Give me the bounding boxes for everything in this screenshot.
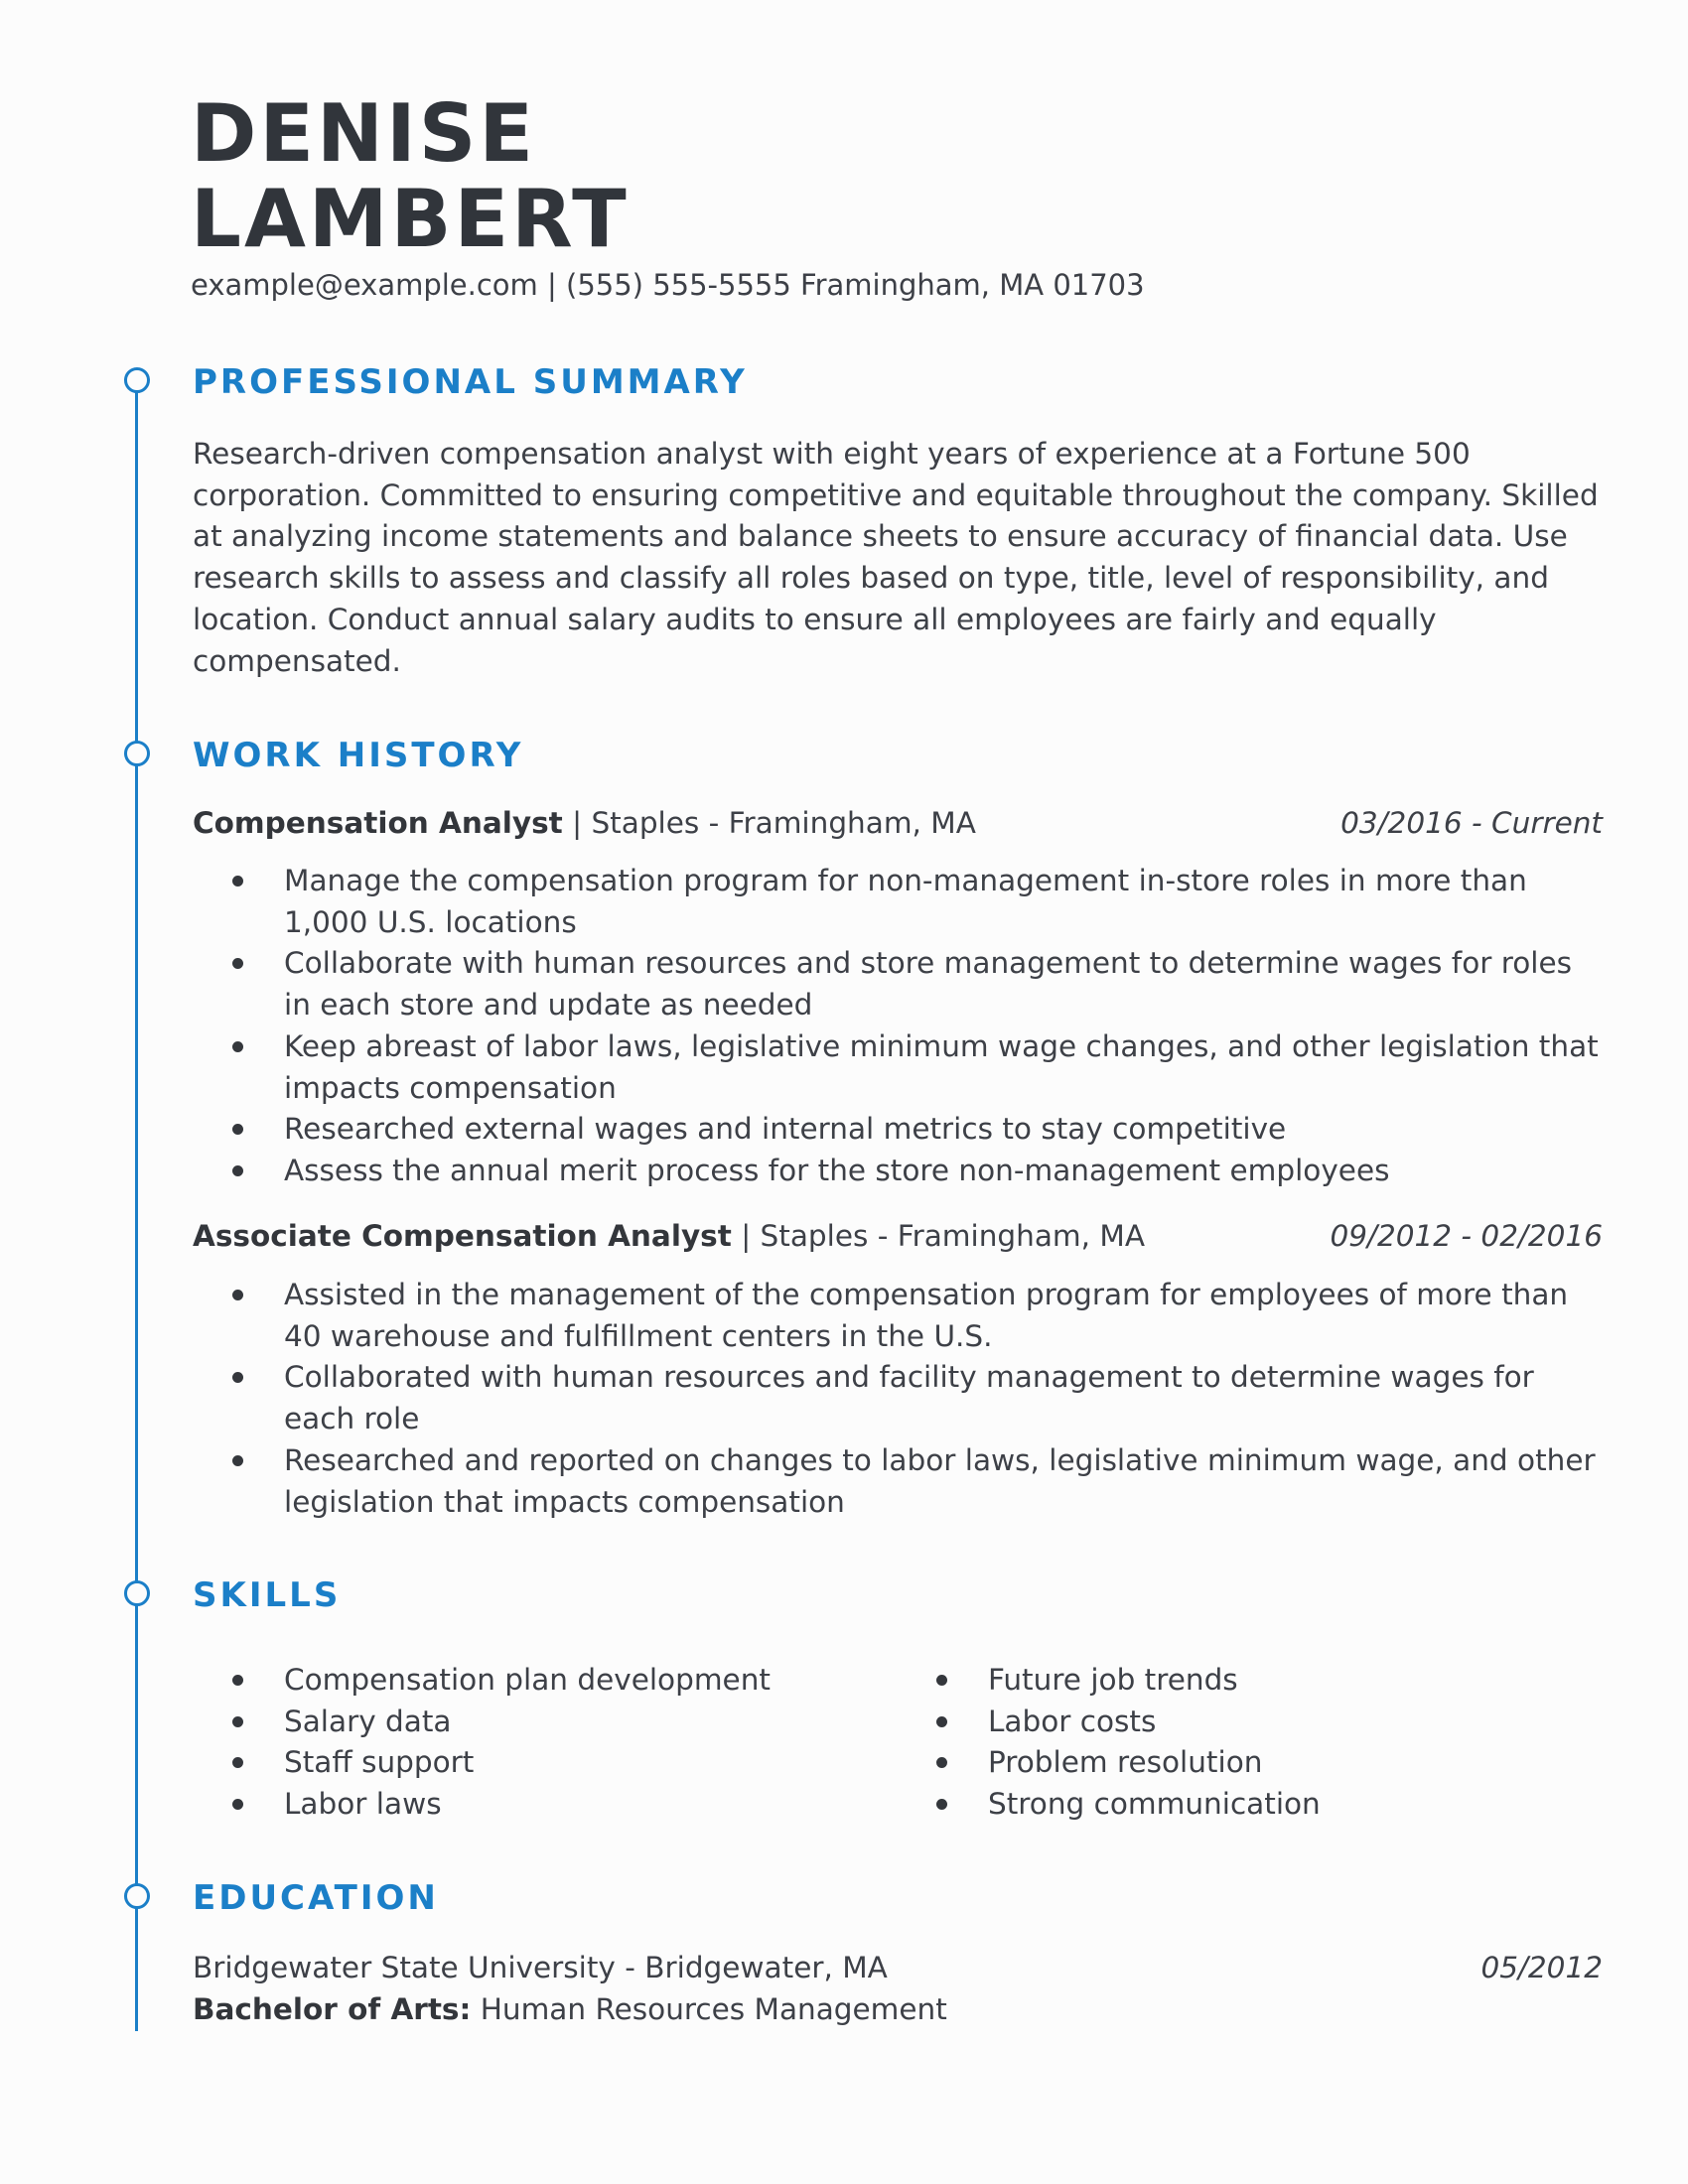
- bullet-icon: [232, 1675, 243, 1686]
- list-item: Labor laws: [193, 1784, 771, 1826]
- job-separator: |: [731, 1219, 761, 1253]
- education-school-row: [193, 1951, 1603, 1992]
- education-degree-row: [193, 1992, 1603, 2034]
- job-employer: Staples - Framingham, MA: [591, 806, 976, 840]
- bullet-icon: [232, 1799, 243, 1810]
- job-separator: |: [562, 806, 592, 840]
- bullet-icon: [936, 1716, 947, 1727]
- job-header: [193, 1219, 1603, 1261]
- bullet-icon: [232, 1716, 243, 1727]
- job-bullets: [193, 861, 1603, 1192]
- list-item: Compensation plan development: [193, 1660, 771, 1702]
- timeline-node-work: [124, 741, 150, 766]
- list-item: Staff support: [193, 1742, 771, 1784]
- list-item: Future job trends: [897, 1660, 1321, 1702]
- bullet-icon: [232, 1455, 243, 1466]
- bullet-icon: [232, 1041, 243, 1052]
- bullet-icon: [936, 1675, 947, 1686]
- candidate-name: [191, 87, 630, 265]
- list-item: Researched and reported on changes to labor laws, legislative minimum wage, and other legislation that impacts compensation: [193, 1440, 1603, 1523]
- list-item: Researched external wages and internal metrics to stay competitive: [193, 1109, 1603, 1151]
- skills-list-right: [897, 1660, 1321, 1826]
- bullet-icon: [232, 1757, 243, 1768]
- bullet-icon: [232, 876, 243, 887]
- degree-label: Bachelor of Arts: [193, 1992, 460, 2026]
- list-item: Assess the annual merit process for the store non-management employees: [193, 1151, 1603, 1192]
- contact-line: example@example.com | (555) 555-5555 Framingham, MA 01703: [191, 268, 1145, 302]
- education-school: Bridgewater State University - Bridgewater, MA: [193, 1951, 888, 1984]
- timeline-line: [135, 389, 138, 2031]
- bullet-icon: [936, 1757, 947, 1768]
- bullet-icon: [232, 1165, 243, 1176]
- list-item: Manage the compensation program for non-management in-store roles in more than 1,000 U.S. locations: [193, 861, 1603, 943]
- timeline-node-education: [124, 1883, 150, 1909]
- list-item: Collaborated with human resources and facility management to determine wages for each role: [193, 1357, 1603, 1439]
- timeline-node-summary: [124, 367, 150, 393]
- first-name: DENISE: [191, 87, 537, 180]
- bullet-icon: [936, 1799, 947, 1810]
- section-title-education: EDUCATION: [193, 1878, 439, 1918]
- job-bullets: [193, 1275, 1603, 1523]
- summary-text: Research-driven compensation analyst with eight years of experience at a Fortune 500 corporation. Committed to ensuring competitive and equitable throughout the company. Skilled at analyzing income statements and balance sheets to ensure accuracy of financial data. Use research skills to assess and classify all roles based on type, title, level of responsibility, and location. Conduct annual salary audits to ensure all employees are fairly and equally compensated.: [193, 437, 1599, 678]
- bullet-icon: [232, 1290, 243, 1300]
- section-title-work-history: WORK HISTORY: [193, 736, 524, 775]
- job-dates: 09/2012 - 02/2016: [1330, 1219, 1603, 1253]
- job-title: Associate Compensation Analyst: [193, 1219, 732, 1253]
- bullet-icon: [232, 958, 243, 969]
- skills-list-left: [193, 1660, 771, 1826]
- degree-separator: :: [459, 1992, 472, 2026]
- job-dates: 03/2016 - Current: [1340, 806, 1603, 840]
- job-header: [193, 806, 1603, 848]
- job-title: Compensation Analyst: [193, 806, 563, 840]
- timeline-node-skills: [124, 1580, 150, 1606]
- list-item: Problem resolution: [897, 1742, 1321, 1784]
- list-item: Assisted in the management of the compensation program for employees of more than 40 warehouse and fulfillment centers in the U.S.: [193, 1275, 1603, 1357]
- education-date: 05/2012: [1480, 1951, 1603, 1984]
- list-item: Strong communication: [897, 1784, 1321, 1826]
- degree-field: Human Resources Management: [471, 1992, 947, 2026]
- list-item: Labor costs: [897, 1702, 1321, 1743]
- list-item: Collaborate with human resources and store management to determine wages for roles in each store and update as needed: [193, 943, 1603, 1025]
- bullet-icon: [232, 1124, 243, 1135]
- last-name: LAMBERT: [191, 173, 630, 265]
- bullet-icon: [232, 1372, 243, 1383]
- job-employer: Staples - Framingham, MA: [760, 1219, 1146, 1253]
- list-item: Salary data: [193, 1702, 771, 1743]
- section-title-summary: PROFESSIONAL SUMMARY: [193, 362, 748, 402]
- list-item: Keep abreast of labor laws, legislative minimum wage changes, and other legislation that impacts compensation: [193, 1026, 1603, 1109]
- section-title-skills: SKILLS: [193, 1575, 342, 1615]
